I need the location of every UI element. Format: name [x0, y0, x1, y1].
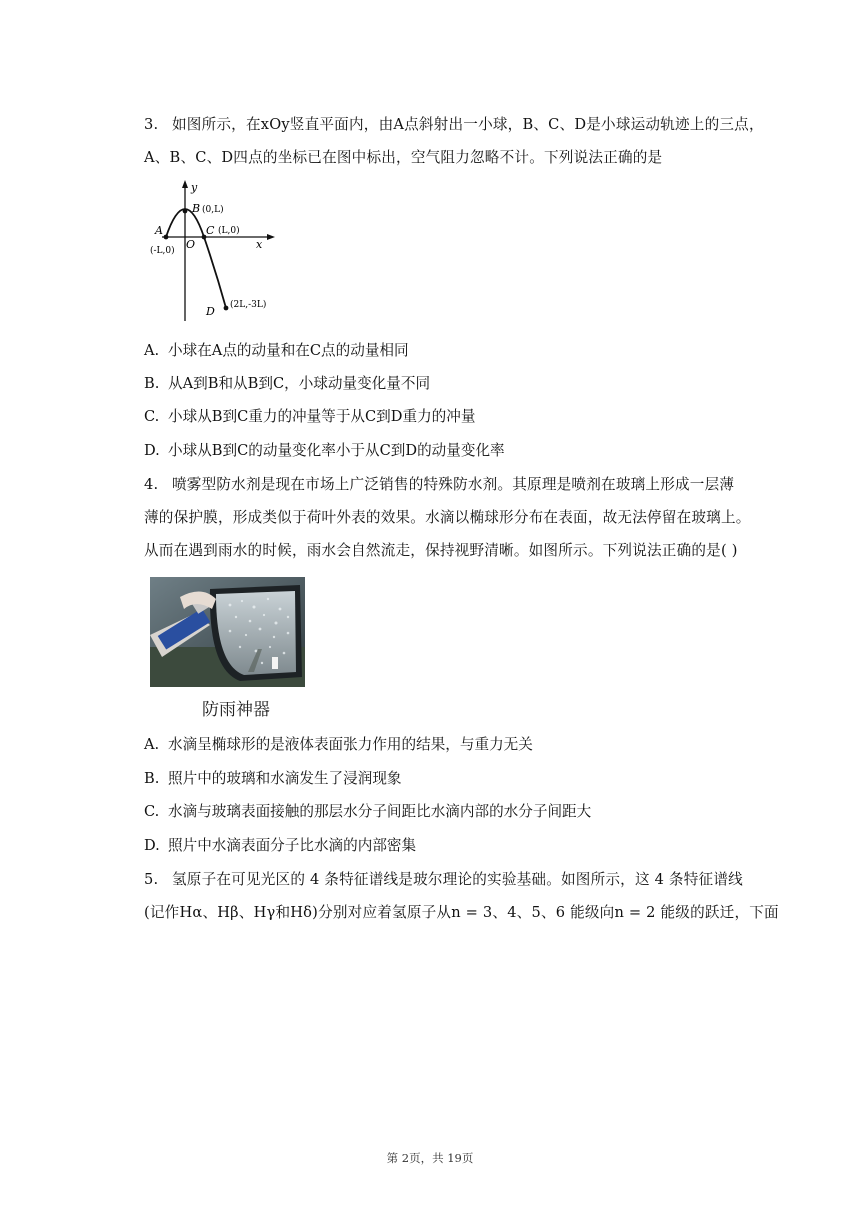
q3-option-b: B. 从A到B和从B到C，小球动量变化量不同 — [144, 375, 431, 392]
q4-option-a: A. 水滴呈椭球形的是液体表面张力作用的结果，与重力无关 — [144, 736, 533, 753]
x-axis-label: x — [256, 238, 263, 251]
origin-label: O — [186, 238, 196, 251]
q3-line-2: A、B、C、D四点的坐标已在图中标出，空气阻力忽略不计。下列说法正确的是 — [144, 149, 663, 166]
q5-line-1 — [144, 868, 743, 889]
y-axis-label: y — [191, 181, 198, 194]
q3-text-1: 如图所示，在xOy竖直平面内，由A点斜射出一小球，B、C、D是小球运动轨迹上的三点， — [172, 116, 764, 133]
page-footer: 第 2页，共 19页 — [386, 1151, 474, 1165]
point-b-dot — [183, 209, 188, 214]
q4-line-3: 从而在遇到雨水的时候，雨水会自然流走，保持视野清晰。如图所示。下列说法正确的是( ) — [144, 542, 738, 559]
q4-text-1: 喷雾型防水剂是现在市场上广泛销售的特殊防水剂。其原理是喷剂在玻璃上形成一层薄 — [172, 476, 735, 493]
q4-line-2: 薄的保护膜，形成类似于荷叶外表的效果。水滴以椭球形分布在表面，故无法停留在玻璃上。 — [144, 509, 751, 526]
photo-caption: 防雨神器 — [202, 700, 270, 720]
y-axis-arrow-icon — [182, 180, 188, 188]
point-d-label: D — [206, 305, 215, 318]
q3-number: 3. — [144, 116, 159, 133]
q3-line-1 — [144, 113, 764, 134]
point-a-label: A — [155, 224, 163, 237]
q3-option-a: A. 小球在A点的动量和在C点的动量相同 — [144, 342, 409, 359]
point-a-coord: (-L,0) — [150, 246, 175, 256]
q5-number: 5. — [144, 871, 159, 888]
point-b-label: B — [192, 202, 201, 215]
q4-option-c: C. 水滴与玻璃表面接触的那层水分子间距比水滴内部的水分子间距大 — [144, 803, 592, 820]
point-d-dot — [224, 306, 229, 311]
q5-line-2: (记作Hα、Hβ、Hγ和Hδ)分别对应着氢原子从n = 3、4、5、6 能级向n = 2 能级的跃迁，下面 — [144, 904, 779, 921]
point-c-coord: (L,0) — [218, 226, 240, 236]
q3-option-d: D. 小球从B到C的动量变化率小于从C到D的动量变化率 — [144, 442, 505, 459]
q4-option-b: B. 照片中的玻璃和水滴发生了浸润现象 — [144, 770, 402, 787]
q5-text-1: 氢原子在可见光区的 4 条特征谱线是玻尔理论的实验基础。如图所示，这 4 条特征谱线 — [172, 871, 743, 888]
q4-option-d: D. 照片中水滴表面分子比水滴的内部密集 — [144, 837, 417, 854]
q4-line-1 — [144, 473, 734, 494]
q4-number: 4. — [144, 476, 159, 493]
x-axis-arrow-icon — [267, 234, 275, 240]
projectile-trajectory-figure — [144, 178, 284, 324]
trajectory-curve — [166, 209, 226, 308]
point-c-label: C — [206, 224, 215, 237]
point-b-coord: (0,L) — [202, 205, 224, 215]
point-d-coord: (2L,-3L) — [230, 300, 267, 310]
point-a-dot — [164, 235, 169, 240]
q3-option-c: C. 小球从B到C重力的冲量等于从C到D重力的冲量 — [144, 408, 476, 425]
rain-repellent-photo — [150, 577, 305, 687]
